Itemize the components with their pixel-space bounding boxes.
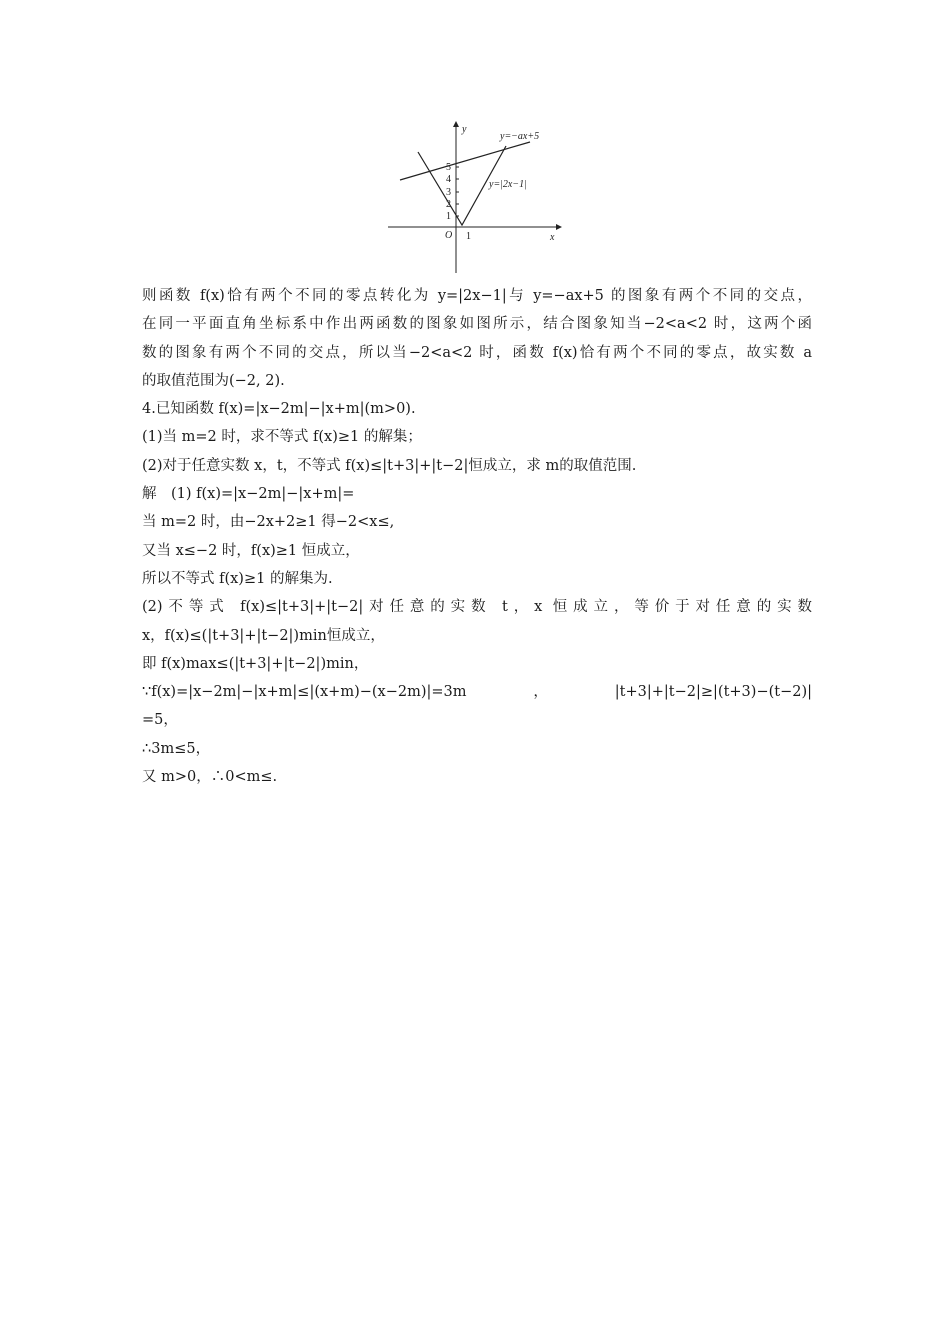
function-graph-figure: [388, 118, 568, 278]
y-tick-label-4: 4: [446, 174, 451, 185]
problem-4-part-2: (2)对于任意实数 x，t，不等式 f(x)≤|t+3|+|t−2|恒成立，求 m的取值范围.: [142, 457, 637, 474]
text-line-2: 在同一平面直角坐标系中作出两函数的图象如图所示，结合图象知当−2<a<2 时，这两个函: [142, 316, 812, 333]
line-graph: [400, 142, 530, 180]
y-tick-label-5: 5: [446, 162, 451, 173]
solution-line-9: =5，: [142, 712, 178, 729]
y-tick-label-1: 1: [446, 211, 451, 222]
solution-line-1: 解 (1) f(x)=|x−2m|−|x+m|=: [142, 486, 355, 503]
text-line-1: 则函数 f(x)恰有两个不同的零点转化为 y=|2x−1|与 y=−ax+5 的图象有两个不同的交点，: [142, 288, 812, 304]
solution-line-8: ∵f(x)=|x−2m|−|x+m|≤|(x+m)−(x−2m)|=3m，|t+3|+|t−2|≥|(t+3)−(t−2)|: [142, 684, 812, 701]
solution-text: [142, 282, 812, 791]
solution-line-4: 所以不等式 f(x)≥1 的解集为.: [142, 570, 333, 587]
text-line-3: 数的图象有两个不同的交点，所以当−2<a<2 时，函数 f(x)恰有两个不同的零点，故实数 a: [142, 344, 812, 361]
solution-line-7: 即 f(x)max≤(|t+3|+|t−2|)min，: [142, 655, 369, 672]
y-tick-label-2: 2: [446, 199, 451, 210]
problem-4-statement: 4.已知函数 f(x)=|x−2m|−|x+m|(m>0).: [142, 401, 416, 418]
x-axis-arrow: [556, 224, 562, 230]
solution-line-3: 又当 x≤−2 时，f(x)≥1 恒成立，: [142, 542, 360, 559]
y-axis-label: y: [462, 124, 467, 135]
solution-line-10: ∴3m≤5，: [142, 740, 211, 757]
solution-line-5: (2)不等式 f(x)≤|t+3|+|t−2|对任意的实数 t，x 恒成立，等价于对任意的实数: [142, 599, 812, 616]
y-tick-label-3: 3: [446, 187, 451, 198]
origin-label: O: [445, 230, 453, 241]
text-line-4: 的取值范围为(−2, 2).: [142, 372, 285, 389]
graph-svg: [388, 118, 568, 278]
x-tick-label-1: 1: [466, 231, 471, 242]
solution-line-11: 又 m>0，∴0<m≤.: [142, 769, 278, 786]
problem-4-part-1: (1)当 m=2 时，求不等式 f(x)≥1 的解集；: [142, 429, 422, 446]
x-axis-label: x: [550, 232, 555, 243]
abs-graph-label: y=|2x−1|: [489, 179, 527, 190]
line-graph-label: y=−ax+5: [500, 131, 540, 142]
y-axis-arrow: [453, 121, 459, 127]
solution-line-6: x，f(x)≤(|t+3|+|t−2|)min恒成立，: [142, 627, 385, 644]
solution-line-2: 当 m=2 时，由−2x+2≥1 得−2<x≤,: [142, 514, 395, 531]
